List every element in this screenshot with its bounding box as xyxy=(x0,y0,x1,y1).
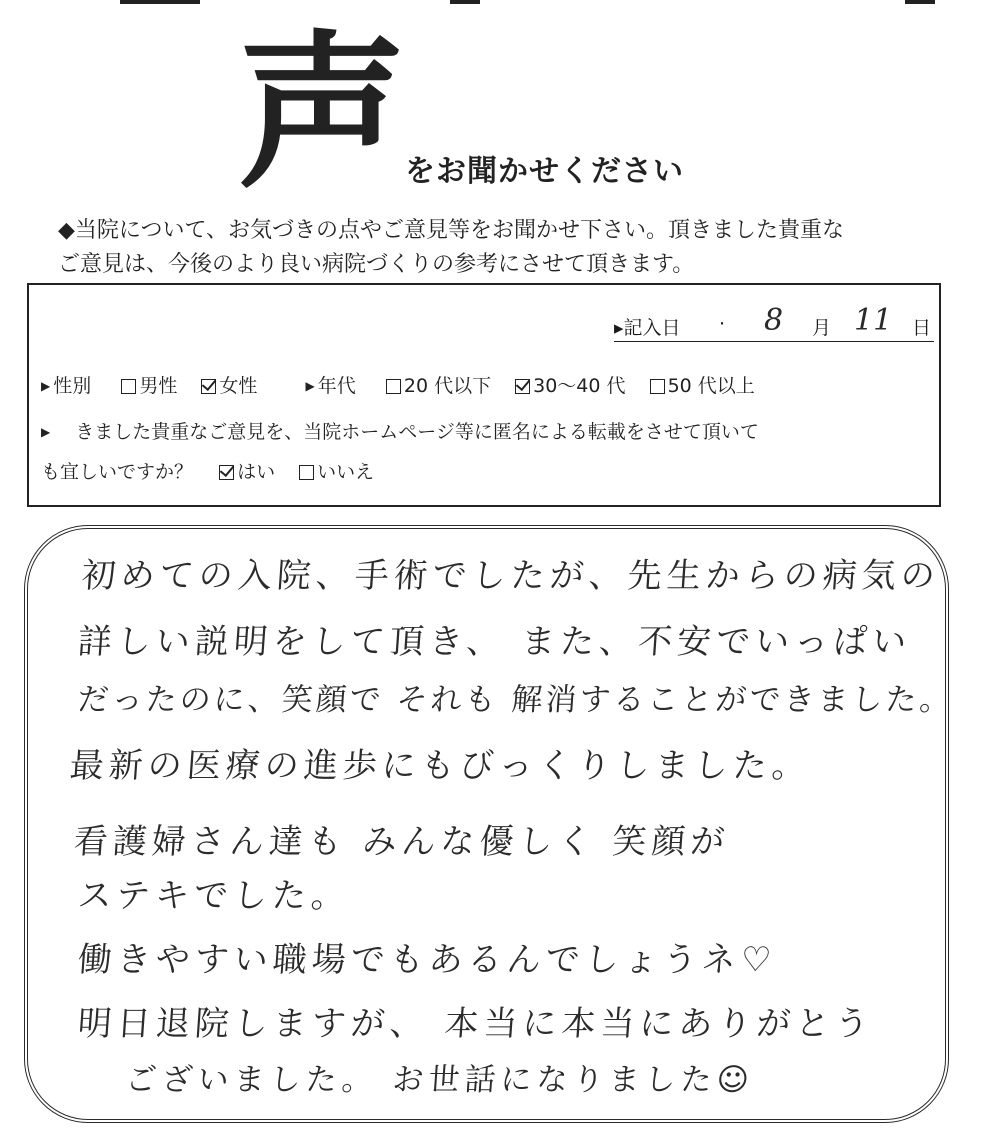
consent-line-1: ▶ きました貴重なご意見を、当院ホームページ等に匿名による転載をさせて頂いて xyxy=(41,421,759,443)
comment-line: 詳しい説明をして頂き、 また、不安でいっぱい xyxy=(76,622,913,662)
gender-label: 性別 xyxy=(53,375,92,397)
comment-line: 明日退院しますが、 本当に本当にありがとう xyxy=(76,1004,875,1044)
age-option-over50[interactable]: 50 代以上 xyxy=(650,375,755,397)
gender-age-row xyxy=(41,371,773,398)
age-label: 年代 xyxy=(317,375,356,397)
survey-form xyxy=(27,283,941,507)
date-day-value[interactable]: 11 xyxy=(854,303,893,338)
date-label: ▸記入日 xyxy=(614,317,681,339)
intro-line-1: ◆当院について、お気づきの点やご意見等をお聞かせ下さい。頂きました貴重な xyxy=(58,218,845,243)
day-unit: 日 xyxy=(912,317,932,339)
comment-line: 初めての入院、手術でしたが、先生からの病気の xyxy=(80,556,942,596)
comment-line: ステキでした。 xyxy=(76,876,352,916)
consent-line-2: も宜しいですか？ はい いいえ xyxy=(41,461,375,483)
checkbox-icon[interactable] xyxy=(650,379,665,394)
checkbox-checked-icon[interactable] xyxy=(219,465,234,480)
checkbox-icon[interactable] xyxy=(121,379,136,394)
intro-line-2: ご意見は、今後のより良い病院づくりの参考にさせて頂きます。 xyxy=(58,252,695,277)
age-option-under20[interactable]: 20 代以下 xyxy=(386,375,491,397)
comment-line: ございました。 お世話になりました☺ xyxy=(124,1062,756,1098)
consent-option-yes[interactable]: はい xyxy=(219,461,275,483)
comment-line: 最新の医療の進歩にもびっくりしました。 xyxy=(68,746,813,786)
date-month-value[interactable]: 8 xyxy=(764,303,784,338)
date-field[interactable]: ▸記入日 · 8 月 11 日 xyxy=(614,311,934,342)
bullet-arrow-icon: ▶ xyxy=(41,379,51,393)
gender-option-female[interactable]: 女性 xyxy=(201,375,257,397)
age-option-30-40[interactable]: 30～40 代 xyxy=(515,375,625,397)
consent-option-no[interactable]: いいえ xyxy=(299,461,374,483)
month-unit: 月 xyxy=(812,317,832,339)
intro-text xyxy=(58,214,958,282)
page-title: 声 xyxy=(238,13,406,211)
comment-line: だったのに、笑顔で それも 解消することができました。 xyxy=(76,682,955,718)
checkbox-icon[interactable] xyxy=(386,379,401,394)
bullet-arrow-icon: ▶ xyxy=(305,379,315,393)
checkbox-checked-icon[interactable] xyxy=(515,379,530,394)
checkbox-checked-icon[interactable] xyxy=(201,379,216,394)
scan-top-marks xyxy=(0,0,1000,8)
gender-option-male[interactable]: 男性 xyxy=(121,375,177,397)
page-subtitle: をお聞かせください xyxy=(405,154,684,189)
comment-line: 働きやすい職場でもあるんでしょうネ♡ xyxy=(76,940,778,980)
checkbox-icon[interactable] xyxy=(299,465,314,480)
comment-line: 看護婦さん達も みんな優しく 笑顔が xyxy=(72,822,731,862)
bullet-arrow-icon: ▶ xyxy=(41,425,51,439)
